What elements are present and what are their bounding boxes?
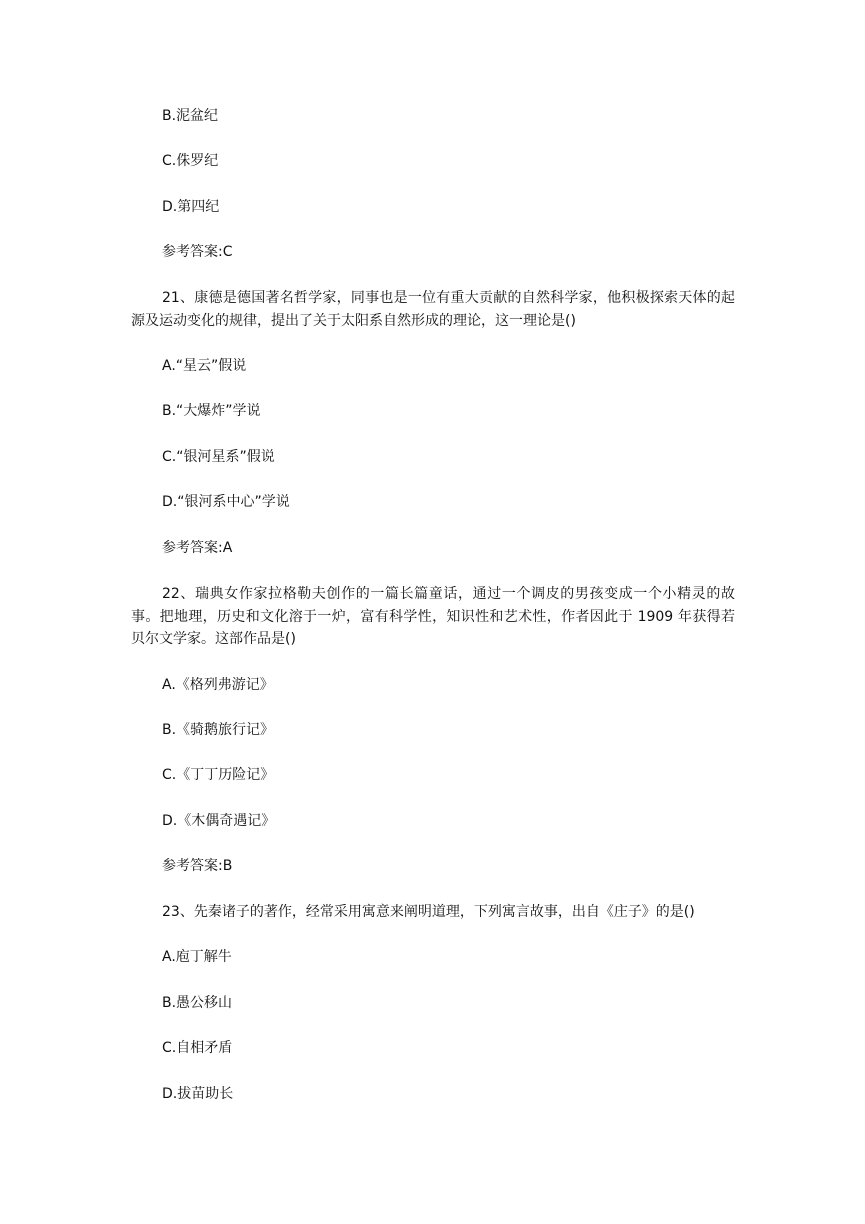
answer-line: 参考答案:C <box>162 244 233 260</box>
question-23-text: 23、先秦诸子的著作，经常采用寓意来阐明道理，下列寓言故事，出自《庄子》的是() <box>162 904 695 920</box>
option-b: B.泥盆纪 <box>162 108 219 124</box>
option-d: D.《木偶奇遇记》 <box>162 813 276 829</box>
option-c: C.侏罗纪 <box>162 153 219 169</box>
question-22-text: 22、瑞典女作家拉格勒夫创作的一篇长篇童话，通过一个调皮的男孩变成一个小精灵的故事。把地理，历史和文化溶于一炉，富有科学性，知识性和艺术性，作者因此于 1909 年获得若贝尔文学家。这部作品是() <box>131 586 735 647</box>
option-c: C.自相矛盾 <box>162 1040 233 1056</box>
option-c: C.《丁丁历险记》 <box>162 767 275 783</box>
option-d: D.拔苗助长 <box>162 1086 234 1102</box>
option-d: D.第四纪 <box>162 199 220 215</box>
option-b: B.愚公移山 <box>162 995 233 1011</box>
option-a: A.庖丁解牛 <box>162 949 232 965</box>
option-b: B.“大爆炸”学说 <box>162 403 261 419</box>
question-21-text: 21、康德是德国著名哲学家，同事也是一位有重大贡献的自然科学家，他积极探索天体的起源及运动变化的规律，提出了关于太阳系自然形成的理论，这一理论是() <box>131 290 735 329</box>
answer-line: 参考答案:B <box>162 858 233 874</box>
answer-line: 参考答案:A <box>162 540 233 556</box>
option-a: A.《格列弗游记》 <box>162 677 274 693</box>
option-c: C.“银河星系”假说 <box>162 449 275 465</box>
option-d: D.“银河系中心”学说 <box>162 494 290 510</box>
option-a: A.“星云”假说 <box>162 358 247 374</box>
option-b: B.《骑鹅旅行记》 <box>162 722 275 738</box>
